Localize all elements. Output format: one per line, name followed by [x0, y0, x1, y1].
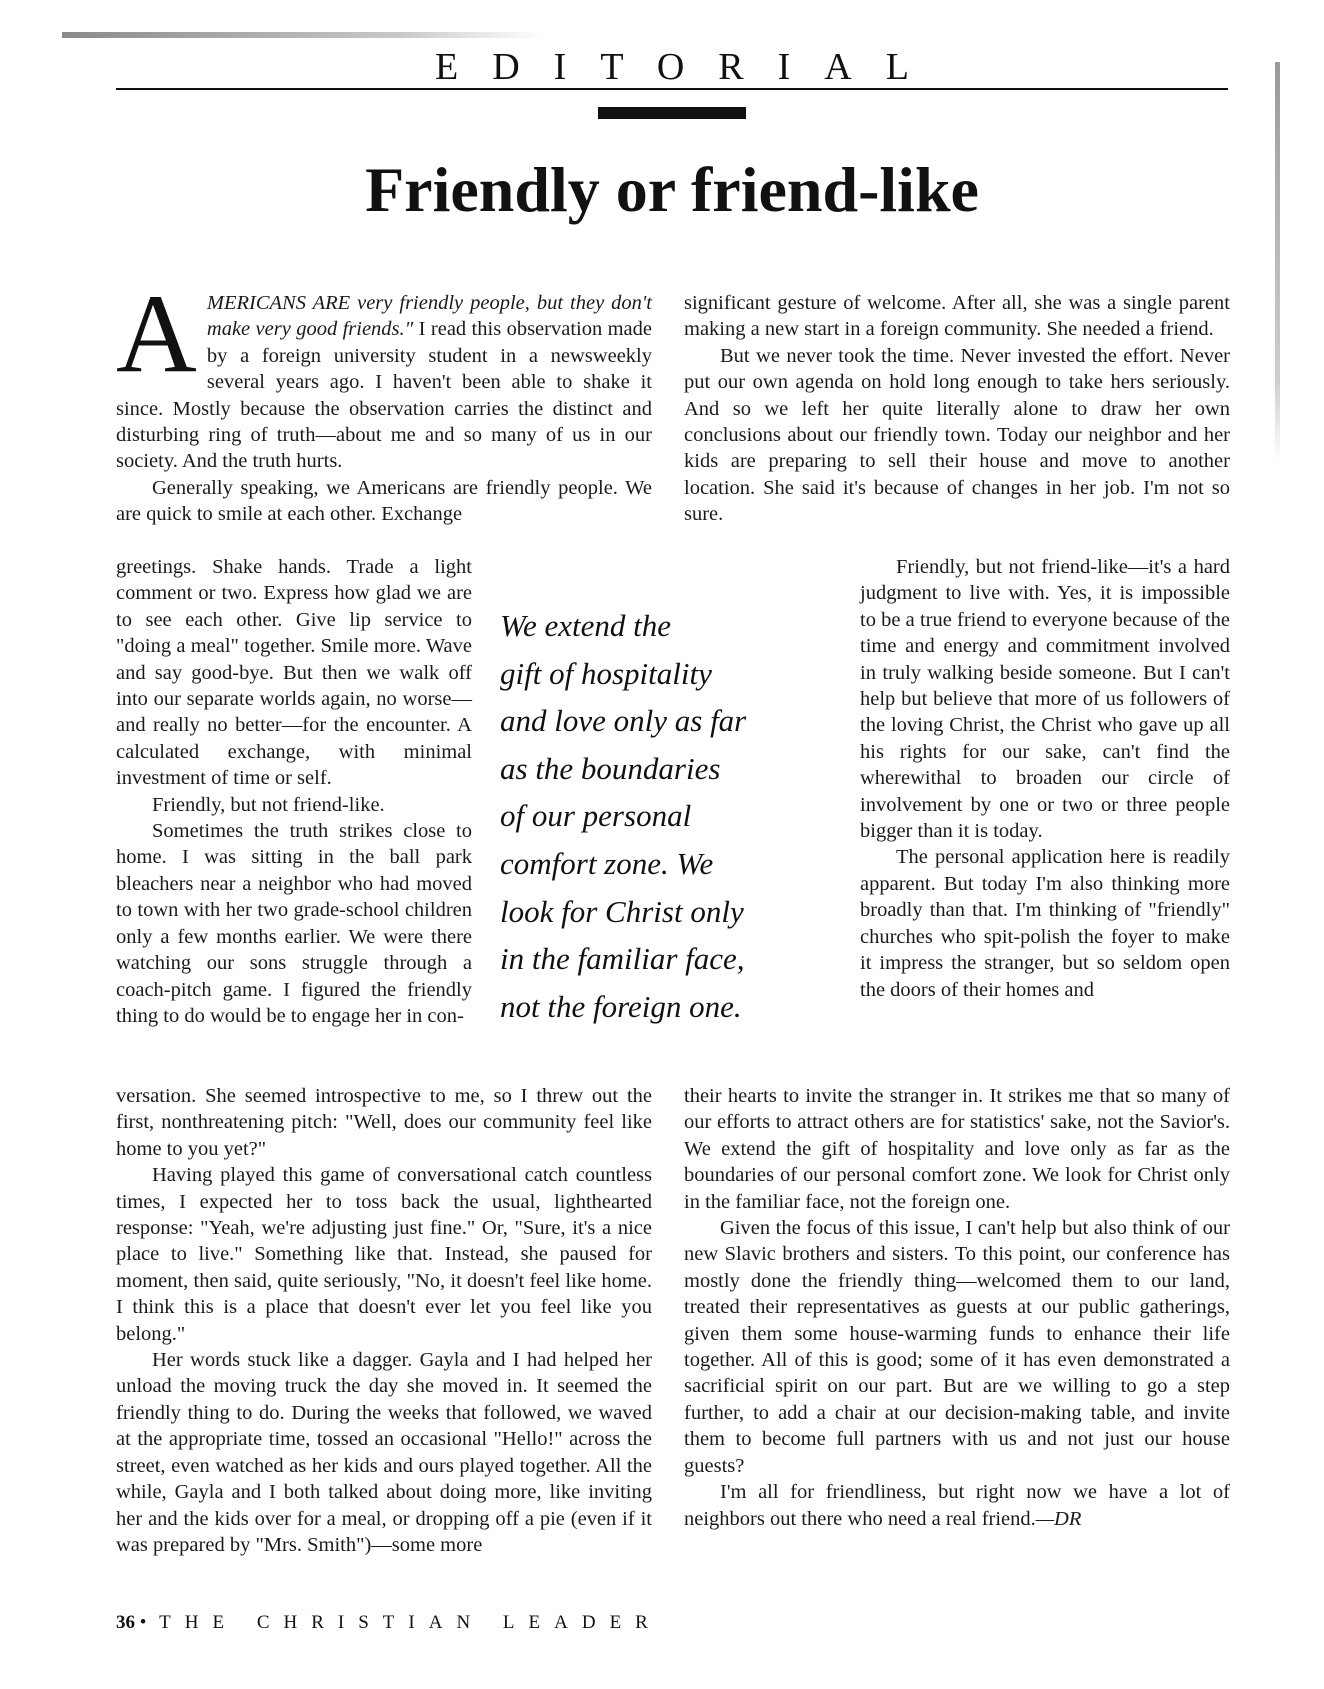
right-column-narrow: [860, 554, 1230, 1003]
pull-quote-line: as the boundaries: [500, 750, 721, 786]
header-rule: [116, 88, 1228, 90]
paragraph-3: Friendly, but not friend-like.: [152, 793, 385, 816]
paragraph-r1: significant gesture of welcome. After all, she was a single parent making a new start in a foreign community. She needed a friend.: [684, 292, 1230, 341]
left-column-bottom: [116, 1083, 652, 1558]
page-footer: [116, 1612, 662, 1634]
publication-name: THE CHRISTIAN LEADER: [159, 1612, 662, 1633]
pull-quote-line: We extend the: [500, 608, 671, 643]
left-column-narrow: [116, 554, 472, 1029]
paragraph-2-top: Generally speaking, we Americans are friendly people. We are quick to smile at each other. Exchange: [116, 476, 652, 526]
lead-italic-text: MERICANS ARE very friendly people, but they don't make very good friends.": [206, 292, 652, 341]
right-column-top: [684, 290, 1230, 528]
article-title: Friendly or friend-like: [365, 154, 979, 225]
paragraph-r2: But we never took the time. Never invested the effort. Never put our own agenda on hold long enough to take hers seriously. And so we left her quite literally alone to draw her own conclusions about our friendly town. Today our neighbor and her kids are preparing to sell their house and move to another location. She said it's because of changes in her job. I'm not so sure.: [684, 344, 1230, 526]
right-column-bottom: [684, 1083, 1230, 1532]
author-signature: —DR: [1035, 1507, 1082, 1530]
pull-quote: [500, 602, 830, 1030]
pull-quote-line: comfort zone. We: [500, 845, 714, 881]
paragraph-r5: Given the focus of this issue, I can't help but also think of our new Slavic brothers and sisters. To this point, our conference has mostly done the friendly thing—welcomed them to our land, treated their representatives as guests at our public gatherings, given them some house-warming funds to enhance their life together. All of this is good; some of it has even demonstrated a sacrificial spirit on our part. But are we willing to go a step further, to add a chair at our decision-making table, and invite them to become full partners with us and not just our house guests?: [684, 1217, 1230, 1477]
section-label: EDITORIAL: [435, 46, 943, 88]
paragraph-5: Having played this game of conversational catch countless times, I expected her to toss back the usual, lighthearted response: "Yeah, we're adjusting just fine." Or, "Sure, it's a nice place to live." Something like that. Instead, she paused for moment, then said, quite seriously, "No, it doesn't feel like home. I think this is a place that doesn't ever let you feel like you belong.": [116, 1164, 652, 1345]
paragraph-4-wide: versation. She seemed introspective to me, so I threw out the first, nonthreatening pitch: "Well, does our community feel like home to you yet?": [116, 1085, 652, 1160]
pull-quote-line: gift of hospitality: [500, 655, 712, 691]
drop-cap: A: [116, 272, 197, 396]
paragraph-r4-narrow: The personal application here is readily apparent. But today I'm also thinking more broadly than that. I'm thinking of "friendly" churches who spit-polish the foyer to make it impress the stranger, but so seldom open the doors of their homes and: [860, 846, 1230, 1001]
closing-text: I'm all for friendliness, but right now we have a lot of neighbors out there who need a real friend.: [684, 1481, 1230, 1530]
paragraph-lead: [116, 272, 652, 475]
paragraph-6: Her words stuck like a dagger. Gayla and I had helped her unload the moving truck the day she moved in. It seemed the friendly thing to do. During the weeks that followed, we waved at the appropriate time, tossed an occasional "Hello!" across the street, even watched as her kids and ours played together. All the while, Gayla and I both talked about doing more, like inviting her and the kids over for a meal, or dropping off a pie (even if it was prepared by "Mrs. Smith")—some more: [116, 1349, 652, 1556]
header-bar: [598, 107, 746, 119]
pull-quote-line: of our personal: [500, 798, 692, 834]
left-column-top: [116, 272, 652, 528]
paragraph-2-narrow: greetings. Shake hands. Trade a light comment or two. Express how glad we are to see each other. Give lip service to "doing a meal" together. Smile more. Wave and say good-bye. But then we walk off into our separate worlds again, no worse—and really no better—for the encounter. A calculated exchange, with minimal investment of time or self.: [116, 556, 472, 790]
paragraph-r4-wide: their hearts to invite the stranger in. It strikes me that so many of our efforts to attract others are for statistics' sake, not the Savior's. We extend the gift of hospitality and love only as far as the boundaries of our personal comfort zone. We look for Christ only in the familiar face, not the foreign one.: [684, 1085, 1230, 1213]
pull-quote-line: look for Christ only: [500, 893, 744, 929]
paragraph-r6: [684, 1479, 1230, 1532]
pull-quote-line: and love only as far: [500, 703, 747, 739]
lead-text: I read this observation made by a foreign university student in a newsweekly several years ago. I haven't been able to shake it since. Mostly because the observation carries the distinct and disturbing ring of truth—about me and so many of us in our society. And the truth hurts.: [116, 318, 652, 473]
page-number: 36: [116, 1612, 135, 1633]
pull-quote-line: not the foreign one.: [500, 988, 742, 1024]
paragraph-4-narrow: Sometimes the truth strikes close to home. I was sitting in the ball park bleachers near a neighbor who had moved to town with her two grade-school children only a few months earlier. We were there watching our sons struggle through a coach-pitch game. I figured the friendly thing to do would be to engage her in con-: [116, 820, 472, 1027]
scan-edge-top: [62, 32, 542, 38]
paragraph-r3: Friendly, but not friend-like—it's a hard judgment to live with. Yes, it is impossible to be a true friend to everyone because of the time and energy and commitment involved in truly walking beside someone. But I can't help but believe that more of us followers of the loving Christ, the Christ who gave up all his rights for our sake, can't find the wherewithal to broaden our circle of involvement by one or two or three people bigger than it is today.: [860, 556, 1230, 843]
pull-quote-line: in the familiar face,: [500, 941, 745, 977]
footer-separator: •: [139, 1612, 147, 1633]
scan-edge-right: [1275, 62, 1280, 462]
